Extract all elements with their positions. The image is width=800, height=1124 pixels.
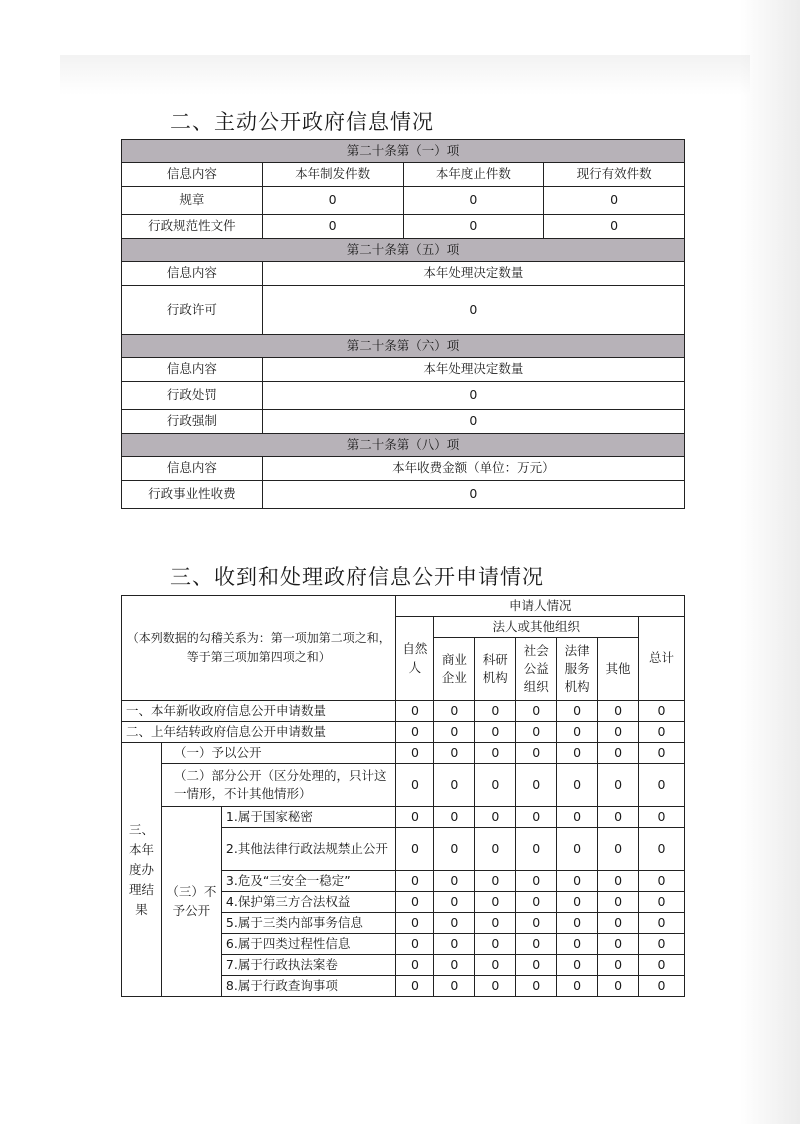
- count-cell: 0: [557, 934, 598, 955]
- count-cell: 0: [396, 955, 434, 976]
- col-content: 信息内容: [122, 457, 263, 481]
- count-cell: 0: [396, 976, 434, 997]
- count-cell: 0: [516, 871, 557, 892]
- col-amount: 本年收费金额（单位：万元）: [262, 457, 684, 481]
- count-cell: 0: [475, 871, 516, 892]
- row-label: 行政许可: [122, 286, 263, 335]
- count-cell: 0: [516, 807, 557, 828]
- count-cell: 0: [557, 976, 598, 997]
- result-group-label: 三、本年度办理结果: [122, 743, 162, 997]
- count-cell: 0: [557, 722, 598, 743]
- count-cell: 0: [396, 722, 434, 743]
- count-cell: 0: [557, 743, 598, 764]
- section2-title: 二、主动公开政府信息情况: [170, 110, 434, 134]
- count-cell: 0: [639, 807, 685, 828]
- section3-title: 三、收到和处理政府信息公开申请情况: [170, 565, 544, 589]
- natural-person-header: 自然人: [396, 617, 434, 701]
- count-cell: 0: [516, 892, 557, 913]
- count-cell: 0: [639, 955, 685, 976]
- count-cell: 0: [598, 807, 639, 828]
- row-label: 行政规范性文件: [122, 215, 263, 239]
- other-header: 其他: [598, 638, 639, 701]
- cell-value: 0: [262, 410, 684, 434]
- article20-6-header: 第二十条第（六）项: [122, 335, 685, 358]
- cell-value: 0: [262, 187, 403, 215]
- count-cell: 0: [396, 701, 434, 722]
- count-cell: 0: [598, 722, 639, 743]
- count-cell: 0: [434, 722, 475, 743]
- count-cell: 0: [598, 828, 639, 871]
- count-cell: 0: [639, 976, 685, 997]
- count-cell: 0: [434, 828, 475, 871]
- count-cell: 0: [557, 807, 598, 828]
- count-cell: 0: [396, 828, 434, 871]
- count-cell: 0: [598, 743, 639, 764]
- scan-edge: [740, 0, 800, 1124]
- application-table: [121, 595, 685, 997]
- col-content: 信息内容: [122, 358, 263, 382]
- np-item: 4.保护第三方合法权益: [221, 892, 396, 913]
- count-cell: 0: [434, 743, 475, 764]
- row-label: 行政处罚: [122, 382, 263, 410]
- count-cell: 0: [516, 722, 557, 743]
- count-cell: 0: [639, 828, 685, 871]
- row-carried-over: 二、上年结转政府信息公开申请数量: [122, 722, 396, 743]
- count-cell: 0: [557, 955, 598, 976]
- count-cell: 0: [557, 892, 598, 913]
- cell-value: 0: [262, 382, 684, 410]
- count-cell: 0: [434, 976, 475, 997]
- count-cell: 0: [475, 743, 516, 764]
- article20-5-header: 第二十条第（五）项: [122, 239, 685, 262]
- count-cell: 0: [557, 828, 598, 871]
- cell-value: 0: [403, 187, 544, 215]
- np-item: 7.属于行政执法案卷: [221, 955, 396, 976]
- count-cell: 0: [434, 934, 475, 955]
- count-cell: 0: [557, 913, 598, 934]
- np-item: 2.其他法律行政法规禁止公开: [221, 828, 396, 871]
- count-cell: 0: [516, 934, 557, 955]
- count-cell: 0: [516, 743, 557, 764]
- count-cell: 0: [639, 743, 685, 764]
- cell-value: 0: [262, 215, 403, 239]
- count-cell: 0: [639, 871, 685, 892]
- applicant-header: 申请人情况: [396, 596, 685, 617]
- count-cell: 0: [396, 892, 434, 913]
- row-label: 行政事业性收费: [122, 481, 263, 509]
- article20-1-header: 第二十条第（一）项: [122, 140, 685, 163]
- count-cell: 0: [396, 871, 434, 892]
- count-cell: 0: [557, 701, 598, 722]
- count-cell: 0: [557, 764, 598, 807]
- count-cell: 0: [475, 892, 516, 913]
- count-cell: 0: [475, 828, 516, 871]
- np-item: 6.属于四类过程性信息: [221, 934, 396, 955]
- row-new-applications: 一、本年新收政府信息公开申请数量: [122, 701, 396, 722]
- count-cell: 0: [516, 701, 557, 722]
- count-cell: 0: [475, 701, 516, 722]
- count-cell: 0: [475, 764, 516, 807]
- np-item: 5.属于三类内部事务信息: [221, 913, 396, 934]
- col-new: 本年制发件数: [262, 163, 403, 187]
- count-cell: 0: [598, 976, 639, 997]
- count-cell: 0: [475, 976, 516, 997]
- count-cell: 0: [639, 722, 685, 743]
- count-cell: 0: [598, 955, 639, 976]
- count-cell: 0: [475, 934, 516, 955]
- count-cell: 0: [396, 934, 434, 955]
- count-cell: 0: [434, 807, 475, 828]
- col-valid: 现行有效件数: [544, 163, 685, 187]
- legal-entity-header: 法人或其他组织: [434, 617, 639, 638]
- cell-value: 0: [262, 481, 684, 509]
- row-label: 规章: [122, 187, 263, 215]
- count-cell: 0: [475, 807, 516, 828]
- count-cell: 0: [516, 955, 557, 976]
- count-cell: 0: [639, 764, 685, 807]
- count-cell: 0: [639, 913, 685, 934]
- row-label: 行政强制: [122, 410, 263, 434]
- count-cell: 0: [639, 701, 685, 722]
- col-content: 信息内容: [122, 262, 263, 286]
- cell-value: 0: [544, 215, 685, 239]
- scan-shadow: [60, 55, 750, 95]
- cell-value: 0: [544, 187, 685, 215]
- commercial-header: 商业企业: [434, 638, 475, 701]
- count-cell: 0: [639, 934, 685, 955]
- count-cell: 0: [434, 913, 475, 934]
- np-item: 1.属于国家秘密: [221, 807, 396, 828]
- article20-8-header: 第二十条第（八）项: [122, 434, 685, 457]
- count-cell: 0: [475, 722, 516, 743]
- active-disclosure-table: [121, 139, 685, 509]
- not-public-label: （三）不予公开: [161, 807, 221, 997]
- col-count: 本年处理决定数量: [262, 262, 684, 286]
- count-cell: 0: [434, 892, 475, 913]
- count-cell: 0: [598, 701, 639, 722]
- legal-service-header: 法律服务机构: [557, 638, 598, 701]
- row-partial: （二）部分公开（区分处理的，只计这一情形，不计其他情形）: [161, 764, 396, 807]
- cell-value: 0: [403, 215, 544, 239]
- count-cell: 0: [598, 892, 639, 913]
- count-cell: 0: [598, 764, 639, 807]
- count-cell: 0: [475, 955, 516, 976]
- count-cell: 0: [396, 743, 434, 764]
- table-note: （本列数据的勾稽关系为：第一项加第二项之和，等于第三项加第四项之和）: [122, 596, 396, 701]
- count-cell: 0: [475, 913, 516, 934]
- research-header: 科研机构: [475, 638, 516, 701]
- count-cell: 0: [639, 892, 685, 913]
- count-cell: 0: [557, 871, 598, 892]
- count-cell: 0: [598, 913, 639, 934]
- cell-value: 0: [262, 286, 684, 335]
- count-cell: 0: [434, 955, 475, 976]
- count-cell: 0: [396, 913, 434, 934]
- col-repealed: 本年度止件数: [403, 163, 544, 187]
- count-cell: 0: [516, 913, 557, 934]
- col-content: 信息内容: [122, 163, 263, 187]
- social-welfare-header: 社会公益组织: [516, 638, 557, 701]
- count-cell: 0: [516, 976, 557, 997]
- count-cell: 0: [598, 871, 639, 892]
- count-cell: 0: [434, 871, 475, 892]
- count-cell: 0: [598, 934, 639, 955]
- count-cell: 0: [516, 764, 557, 807]
- count-cell: 0: [434, 701, 475, 722]
- row-public: （一）予以公开: [161, 743, 396, 764]
- total-header: 总计: [639, 617, 685, 701]
- count-cell: 0: [434, 764, 475, 807]
- count-cell: 0: [516, 828, 557, 871]
- np-item: 3.危及“三安全一稳定”: [221, 871, 396, 892]
- count-cell: 0: [396, 807, 434, 828]
- count-cell: 0: [396, 764, 434, 807]
- np-item: 8.属于行政查询事项: [221, 976, 396, 997]
- col-count: 本年处理决定数量: [262, 358, 684, 382]
